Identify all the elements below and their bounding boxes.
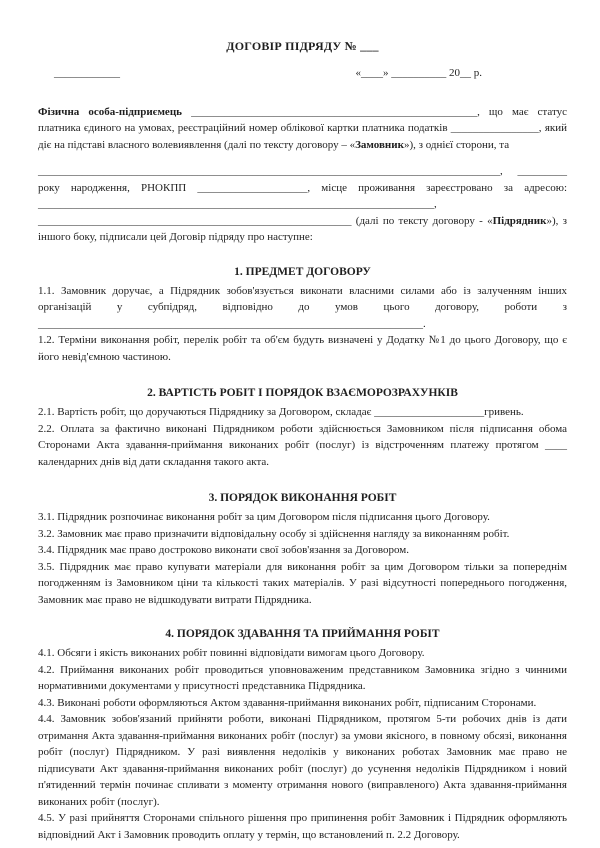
clause-3-4: 3.4. Підрядник має право достроково виконати свої зобов'язання за Договором. — [38, 544, 409, 556]
text-segment: Підрядник — [492, 214, 547, 227]
text-segment: Фізична особа-підприємець — [38, 105, 192, 118]
clause-4-1: 4.1. Обсяги і якість виконаних робіт повинні відповідати вимогам цього Договору. — [38, 647, 425, 659]
section-2-heading: 2. ВАРТІСТЬ РОБІТ І ПОРЯДОК ВЗАЄМОРОЗРАХУНКІВ — [147, 387, 458, 399]
blank-field: ____________________________________________________ — [191, 105, 478, 118]
preamble-customer-paragraph — [38, 104, 567, 154]
clause-1-2: 1.2. Терміни виконання робіт, перелік робіт та об'єм будуть визначені у Додатку №1 до цього Договору, що є його невід'ємною частиною. — [38, 334, 567, 363]
clause-4-5: 4.5. У разі прийняття Сторонами спільного рішення про припинення робіт Замовник і Підрядник оформляють відповідний Акт і Замовник проводить оплату у термін, що встановлений п. 2.2 Договору. — [38, 812, 567, 841]
text-segment: 2.2. Оплата за фактично виконані Підрядником роботи здійснюється Замовником після підписання обома Сторонами Акта здавання-приймання виконаних робіт (послуг) із відстроченням платежу протягом — [38, 422, 567, 451]
clause-3-5: 3.5. Підрядник має право купувати матеріали для виконання робіт за цим Договором тільки за попереднім погодженням із Замовником ціни та кількості таких матеріалів. У разі відсутності попереднього погодження, Замовник має право не відшкодувати витрати Підрядника. — [38, 560, 567, 606]
text-segment: 1.1. Замовник доручає, а Підрядник зобов'язується виконати власними силами або із залученням інших організацій у субпідряд, відповідно до умов цього договору, роботи з — [38, 284, 567, 313]
clause-2-1 — [38, 404, 567, 421]
clause-1-1 — [38, 283, 567, 333]
blank-field: ____ — [545, 439, 567, 451]
text-segment: »), з однієї сторони, та — [403, 138, 510, 151]
text-segment: 2.1. Вартість робіт, що доручаються Підряднику за Договором, складає — [38, 406, 375, 418]
text-segment: , що має статус платника єдиного на умовах, реєстраційний номер облікової картки платника податків — [38, 105, 567, 134]
place-blank-field: ____________ — [54, 67, 120, 79]
date-blank-line: «____» __________ 20__ р. — [355, 67, 482, 79]
text-segment: гривень. — [484, 406, 524, 418]
text-segment: календарних днів від дати складання такого акта. — [38, 455, 270, 468]
clause-3-2: 3.2. Замовник має право призначити відповідальну особу зі здійснення нагляду за виконанням робіт. — [38, 527, 510, 540]
blank-field: ______________________________________________________________________ — [38, 317, 423, 330]
text-segment: (далі по тексту договору - « — [351, 214, 493, 227]
blank-field: _________________________________________________________ — [38, 214, 352, 227]
blank-field: ____________________________________________________________________________________ — [38, 165, 500, 177]
text-segment: »), з іншого боку, підписали цей Договір підряду про наступне: — [38, 214, 567, 243]
text-segment: , місце проживання зареєстровано за адресою: — [307, 181, 567, 194]
blank-field: ________________ — [450, 122, 539, 134]
clause-4-4: 4.4. Замовник зобов'язаний прийняти роботи, виконані Підрядником, протягом 5-ти робочих днів із дати отримання Акта здавання-приймання виконаних робіт (послуг) за умови якісного, в повному обсязі, виконання робіт (послуг) Підрядником. У разі виявлення недоліків у виконаних роботах Замовник має право не підписувати Акт здавання-приймання виконаних робіт (послуг) до усунення недоліків Підрядником і новий п'ятиденний термін починає спливати з моменту отримання нового (виправленого) Акта здавання-приймання виконаних робіт (послуг). — [38, 713, 567, 808]
blank-field: ____________________ — [374, 406, 485, 418]
text-segment: . — [423, 317, 426, 330]
text-segment: року народження, РНОКПП — [38, 181, 198, 194]
header-date-row — [38, 65, 567, 82]
section-4-heading: 4. ПОРЯДОК ЗДАВАННЯ ТА ПРИЙМАННЯ РОБІТ — [165, 628, 440, 640]
blank-field: ________________________________________________________________________ — [38, 198, 434, 210]
text-segment: , — [434, 198, 437, 210]
blank-field: ____________________ — [197, 181, 308, 194]
text-segment: Замовник — [355, 138, 404, 151]
text-segment: , — [500, 165, 518, 177]
clause-2-2 — [38, 421, 567, 471]
preamble-contractor-paragraph — [38, 163, 567, 246]
blank-field: _________ — [517, 165, 567, 177]
section-1-heading: 1. ПРЕДМЕТ ДОГОВОРУ — [234, 265, 371, 278]
clause-3-1: 3.1. Підрядник розпочинає виконання робіт за цим Договором після підписання цього Договору. — [38, 511, 490, 523]
clause-4-3: 4.3. Виконані роботи оформляються Актом здавання-приймання виконаних робіт, підписаним Сторонами. — [38, 696, 537, 709]
document-title: ДОГОВІР ПІДРЯДУ № ___ — [226, 39, 379, 53]
section-3-heading: 3. ПОРЯДОК ВИКОНАННЯ РОБІТ — [208, 492, 397, 504]
clause-4-2: 4.2. Приймання виконаних робіт проводиться уповноваженим представником Замовника згідно з чинними нормативними документами у присутності представника Підрядника. — [38, 663, 567, 692]
text-segment: , який діє на підставі власного волевиявлення (далі по тексту договору – « — [38, 122, 567, 151]
